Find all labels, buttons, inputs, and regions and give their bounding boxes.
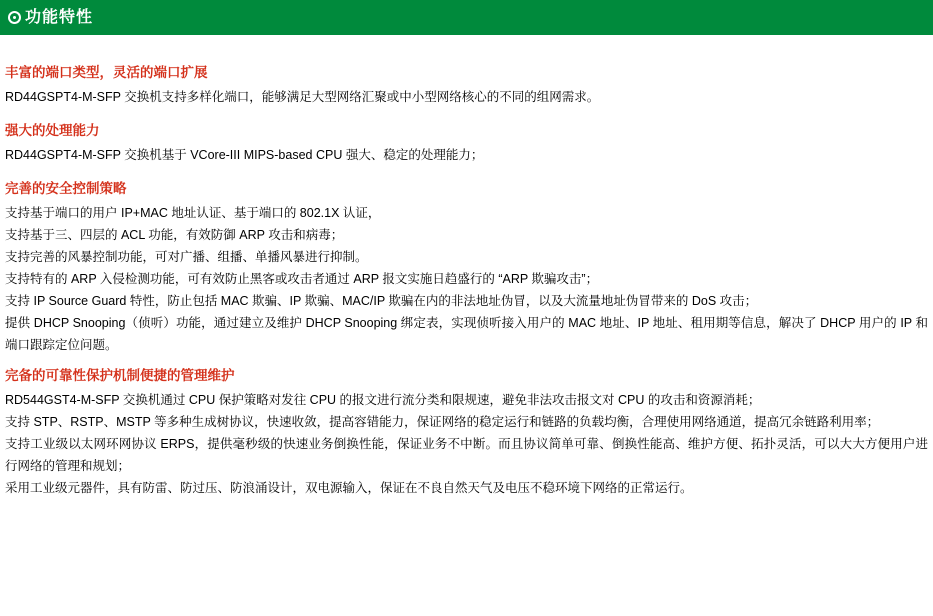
top-spacer: [5, 35, 928, 62]
feature-section-processing-power: [5, 120, 928, 166]
feature-section-port-types: [5, 62, 928, 108]
document-content: [0, 35, 933, 499]
section-title: 丰富的端口类型，灵活的端口扩展: [5, 65, 208, 80]
section-title: 强大的处理能力: [5, 123, 100, 138]
section-paragraph: RD544GST4-M-SFP 交换机通过 CPU 保护策略对发往 CPU 的报文进行流分类和限规速，避免非法攻击报文对 CPU 的攻击和资源消耗；: [5, 393, 761, 407]
section-gap: [5, 166, 928, 178]
section-paragraph: 提供 DHCP Snooping（侦听）功能，通过建立及维护 DHCP Snooping 绑定表，实现侦听接入用户的 MAC 地址、IP 地址、租用期等信息，解决了 DHCP 用户的 IP 和端口跟踪定位问题。: [5, 316, 928, 352]
feature-section-security-policy: [5, 178, 928, 356]
section-gap: [5, 356, 928, 365]
section-paragraph: 支持基于端口的用户 IP+MAC 地址认证、基于端口的 802.1X 认证，: [5, 206, 381, 220]
section-header-bar: [0, 0, 933, 35]
section-paragraph: RD44GSPT4-M-SFP 交换机支持多样化端口，能够满足大型网络汇聚或中小型网络核心的不同的组网需求。: [5, 90, 600, 104]
page-title: 功能特性: [25, 8, 94, 26]
section-paragraph: 采用工业级元器件，具有防雷、防过压、防浪涌设计，双电源输入，保证在不良自然天气及电压不稳环境下网络的正常运行。: [5, 481, 693, 495]
section-paragraph: 支持工业级以太网环网协议 ERPS，提供毫秒级的快速业务倒换性能，保证业务不中断。而且协议简单可靠、倒换性能高、维护方便、拓扑灵活，可以大大方便用户进行网络的管理和规划；: [5, 437, 928, 473]
section-title: 完备的可靠性保护机制便捷的管理维护: [5, 368, 235, 383]
section-gap: [5, 108, 928, 120]
section-paragraph: 支持特有的 ARP 入侵检测功能，可有效防止黑客或攻击者通过 ARP 报文实施日趋盛行的 “ARP 欺骗攻击”；: [5, 272, 599, 286]
section-paragraph: 支持 IP Source Guard 特性，防止包括 MAC 欺骗、IP 欺骗、MAC/IP 欺骗在内的非法地址伪冒，以及大流量地址伪冒带来的 DoS 攻击；: [5, 294, 758, 308]
section-title: 完善的安全控制策略: [5, 181, 127, 196]
section-paragraph: RD44GSPT4-M-SFP 交换机基于 VCore-III MIPS-based CPU 强大、稳定的处理能力；: [5, 148, 484, 162]
section-paragraph: 支持完善的风暴控制功能，可对广播、组播、单播风暴进行抑制。: [5, 250, 368, 264]
bullet-circle-icon: [8, 11, 21, 24]
feature-section-reliability: [5, 365, 928, 499]
section-paragraph: 支持 STP、RSTP、MSTP 等多种生成树协议，快速收敛，提高容错能力，保证网络的稳定运行和链路的负载均衡，合理使用网络通道，提高冗余链路利用率；: [5, 415, 880, 429]
section-paragraph: 支持基于三、四层的 ACL 功能，有效防御 ARP 攻击和病毒；: [5, 228, 344, 242]
